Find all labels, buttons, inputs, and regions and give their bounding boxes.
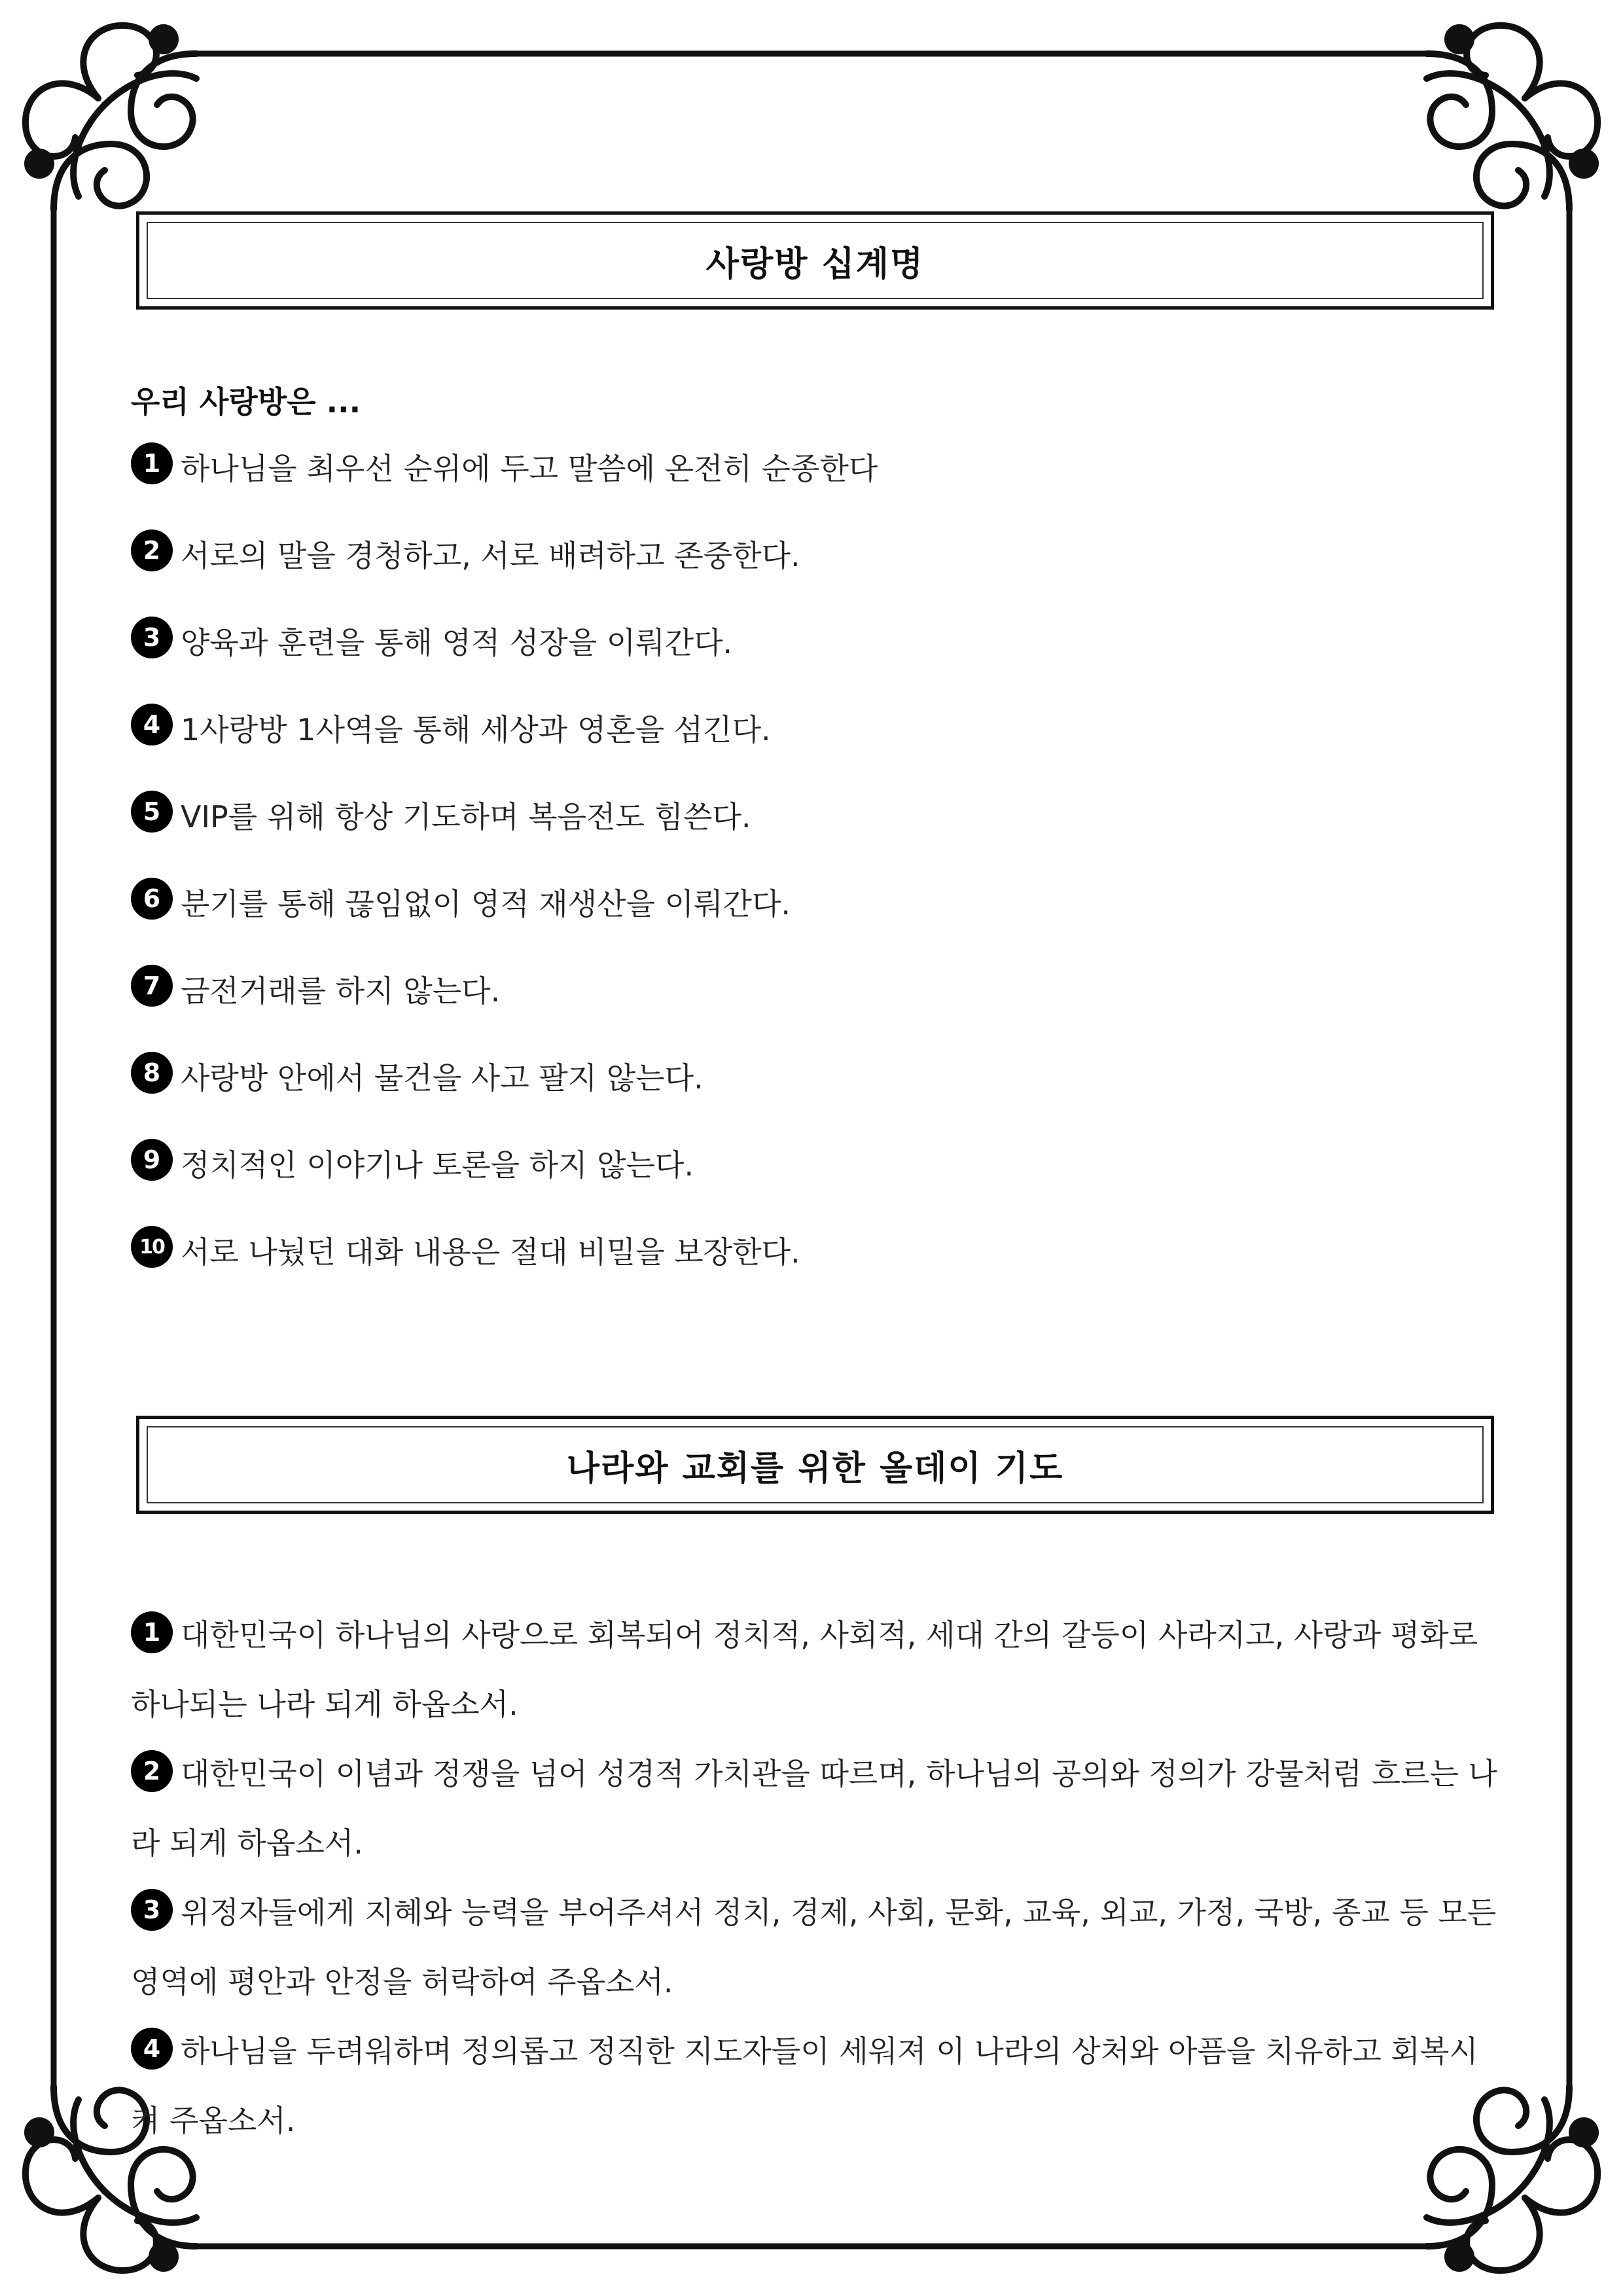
rule-item [131,619,1505,706]
number-circle-icon: 2 [131,529,173,571]
number-circle-icon: 6 [131,878,173,920]
section2-title-box [136,1416,1494,1514]
prayer-item [131,1600,1499,1739]
rule-item [131,793,1505,880]
rule-item [131,445,1505,532]
number-circle-icon: 2 [131,1750,173,1792]
rule-text: 서로 나눴던 대화 내용은 절대 비밀을 보장한다. [181,1234,800,1270]
corner-ornament-top-left-icon [26,26,196,209]
prayer-text: 대한민국이 하나님의 사랑으로 회복되어 정치적, 사회적, 세대 간의 갈등이 사라지고, 사랑과 평화로 하나되는 나라 되게 하옵소서. [131,1617,1478,1722]
number-circle-icon: 8 [131,1052,173,1094]
prayer-text: 위정자들에게 지혜와 능력을 부어주셔서 정치, 경제, 사회, 문화, 교육, 외교, 가정, 국방, 종교 등 모든 영역에 평안과 안정을 허락하여 주옵소서. [131,1895,1497,2000]
number-circle-icon: 1 [131,1611,173,1653]
section1-title-inner [147,222,1484,299]
rule-text: 양육과 훈련을 통해 영적 성장을 이뤄간다. [181,625,733,660]
rule-item [131,880,1505,967]
number-circle-icon: 4 [131,2028,173,2070]
rule-item [131,532,1505,619]
number-circle-icon: 3 [131,617,173,658]
section2-title: 나라와 교회를 위한 올데이 기도 [566,1448,1064,1488]
number-circle-icon: 5 [131,791,173,833]
rule-item [131,1229,1505,1316]
rule-text: 1사랑방 1사역을 통해 세상과 영혼을 섬긴다. [181,712,771,747]
prayer-text: 대한민국이 이념과 정쟁을 넘어 성경적 가치관을 따르며, 하나님의 공의와 정의가 강물처럼 흐르는 나라 되게 하옵소서. [131,1756,1497,1861]
rule-text: VIP를 위해 항상 기도하며 복음전도 힘쓴다. [181,799,751,834]
prayer-text: 하나님을 두려워하며 정의롭고 정직한 지도자들이 세워져 이 나라의 상처와 아픔을 치유하고 회복시켜 주옵소서. [131,2034,1478,2138]
section1-intro: 우리 사랑방은 ... [131,384,361,420]
rule-item [131,1141,1505,1229]
rule-item [131,967,1505,1054]
rule-item [131,1054,1505,1141]
rules-list [131,445,1505,1316]
section1-title-box [136,211,1494,310]
prayer-list [131,1600,1499,2155]
rule-text: 분기를 통해 끊임없이 영적 재생산을 이뤄간다. [181,886,791,922]
rule-text: 하나님을 최우선 순위에 두고 말씀에 온전히 순종한다 [181,451,878,486]
rule-text: 금전거래를 하지 않는다. [181,973,501,1009]
number-circle-icon: 9 [131,1139,173,1181]
rule-text: 사랑방 안에서 물건을 사고 팔지 않는다. [181,1060,704,1096]
rule-text: 정치적인 이야기나 토론을 하지 않는다. [181,1147,694,1183]
rule-text: 서로의 말을 경청하고, 서로 배려하고 존중한다. [181,538,800,573]
prayer-item [131,1878,1499,2017]
corner-ornament-top-right-icon [1427,26,1597,209]
rule-item [131,706,1505,793]
number-circle-icon: 4 [131,704,173,745]
prayer-item [131,1739,1499,1878]
prayer-item [131,2017,1499,2155]
section1-title: 사랑방 십계명 [705,244,925,284]
section2-title-inner [147,1426,1484,1503]
number-circle-icon: 10 [131,1226,173,1268]
number-circle-icon: 1 [131,442,173,484]
number-circle-icon: 3 [131,1889,173,1931]
number-circle-icon: 7 [131,965,173,1007]
